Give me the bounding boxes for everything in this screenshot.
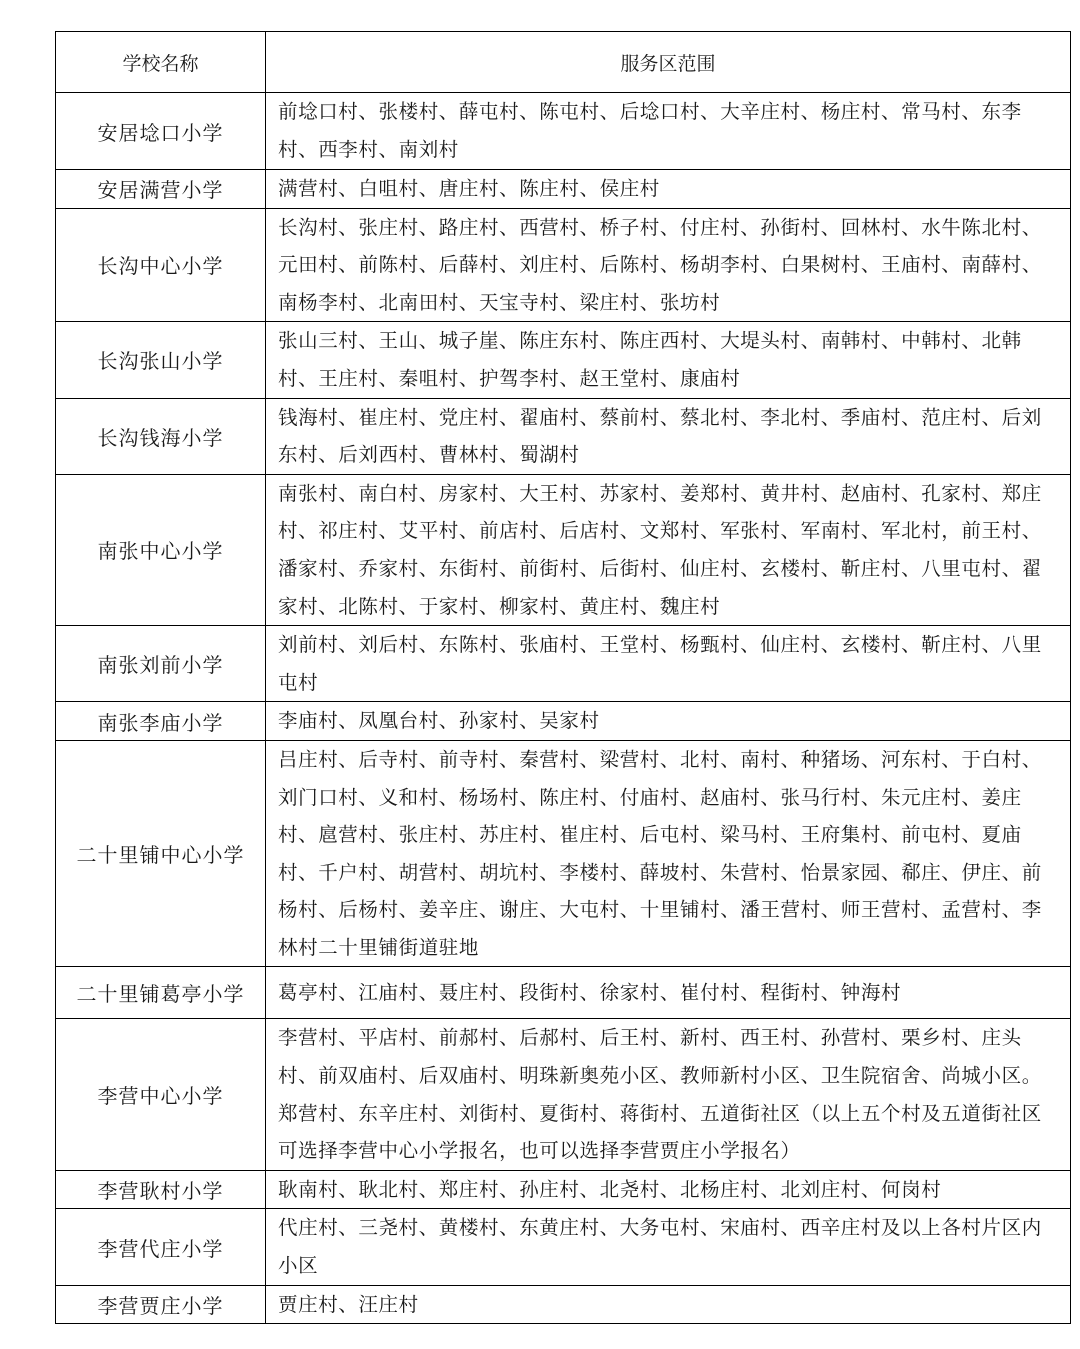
table-row	[56, 967, 1071, 1019]
school-name-cell: 长沟钱海小学	[56, 398, 266, 474]
table-row	[56, 398, 1071, 474]
service-area-cell: 前埝口村、张楼村、薛屯村、陈屯村、后埝口村、大辛庄村、杨庄村、常马村、东李村、西李村、南刘村	[266, 93, 1071, 170]
school-name-cell: 长沟张山小学	[56, 322, 266, 398]
school-name-cell: 南张中心小学	[56, 474, 266, 625]
table-row	[56, 170, 1071, 209]
service-area-cell: 满营村、白咀村、唐庄村、陈庄村、侯庄村	[266, 170, 1071, 209]
table-row	[56, 1170, 1071, 1209]
header-row	[56, 32, 1071, 93]
service-area-cell: 贾庄村、汪庄村	[266, 1285, 1071, 1324]
service-area-cell: 南张村、南白村、房家村、大王村、苏家村、姜郑村、黄井村、赵庙村、孔家村、郑庄村、祁庄村、艾平村、前店村、后店村、文郑村、军张村、军南村、军北村，前王村、潘家村、乔家村、东街村、前街村、后街村、仙庄村、玄楼村、靳庄村、八里屯村、翟家村、北陈村、于家村、柳家村、黄庄村、魏庄村	[266, 474, 1071, 625]
service-area-cell: 刘前村、刘后村、东陈村、张庙村、王堂村、杨甄村、仙庄村、玄楼村、靳庄村、八里屯村	[266, 626, 1071, 702]
school-name-cell: 李营贾庄小学	[56, 1285, 266, 1324]
school-name-cell: 李营耿村小学	[56, 1170, 266, 1209]
school-name-cell: 二十里铺中心小学	[56, 740, 266, 967]
service-area-cell: 葛亭村、江庙村、聂庄村、段街村、徐家村、崔付村、程街村、钟海村	[266, 967, 1071, 1019]
table-row	[56, 474, 1071, 625]
table-row	[56, 1209, 1071, 1285]
school-name-cell: 长沟中心小学	[56, 208, 266, 322]
table-row	[56, 1285, 1071, 1324]
service-area-table-container	[55, 31, 1070, 1324]
header-service-area: 服务区范围	[266, 32, 1071, 93]
table-row	[56, 1019, 1071, 1170]
school-name-cell: 李营中心小学	[56, 1019, 266, 1170]
service-area-cell: 钱海村、崔庄村、党庄村、翟庙村、蔡前村、蔡北村、李北村、季庙村、范庄村、后刘东村、后刘西村、曹林村、蜀湖村	[266, 398, 1071, 474]
service-area-cell: 吕庄村、后寺村、前寺村、秦营村、梁营村、北村、南村、种猪场、河东村、于白村、刘门口村、义和村、杨场村、陈庄村、付庙村、赵庙村、张马行村、朱元庄村、姜庄村、扈营村、张庄村、苏庄村、崔庄村、后屯村、梁马村、王府集村、前屯村、夏庙村、千户村、胡营村、胡坑村、李楼村、薛坡村、朱营村、怡景家园、郗庄、伊庄、前杨村、后杨村、姜辛庄、谢庄、大屯村、十里铺村、潘王营村、师王营村、孟营村、李林村二十里铺街道驻地	[266, 740, 1071, 967]
service-area-cell: 李庙村、凤凰台村、孙家村、吴家村	[266, 702, 1071, 741]
header-school-name: 学校名称	[56, 32, 266, 93]
school-name-cell: 安居满营小学	[56, 170, 266, 209]
table-row	[56, 626, 1071, 702]
service-area-cell: 李营村、平店村、前郝村、后郝村、后王村、新村、西王村、孙营村、栗乡村、庄头村、前双庙村、后双庙村、明珠新奥苑小区、教师新村小区、卫生院宿舍、尚城小区。郑营村、东辛庄村、刘街村、夏街村、蒋街村、五道街社区（以上五个村及五道街社区可选择李营中心小学报名，也可以选择李营贾庄小学报名）	[266, 1019, 1071, 1170]
table-row	[56, 702, 1071, 741]
service-area-cell: 张山三村、王山、城子崖、陈庄东村、陈庄西村、大堤头村、南韩村、中韩村、北韩村、王庄村、秦咀村、护驾李村、赵王堂村、康庙村	[266, 322, 1071, 398]
table-row	[56, 93, 1071, 170]
service-area-cell: 耿南村、耿北村、郑庄村、孙庄村、北尧村、北杨庄村、北刘庄村、何岗村	[266, 1170, 1071, 1209]
table-row	[56, 322, 1071, 398]
service-area-cell: 长沟村、张庄村、路庄村、西营村、桥子村、付庄村、孙街村、回林村、水牛陈北村、元田村、前陈村、后薛村、刘庄村、后陈村、杨胡李村、白果树村、王庙村、南薛村、南杨李村、北南田村、天宝寺村、梁庄村、张坊村	[266, 208, 1071, 322]
school-name-cell: 南张李庙小学	[56, 702, 266, 741]
school-name-cell: 李营代庄小学	[56, 1209, 266, 1285]
school-name-cell: 安居埝口小学	[56, 93, 266, 170]
school-name-cell: 二十里铺葛亭小学	[56, 967, 266, 1019]
table-row	[56, 208, 1071, 322]
service-area-cell: 代庄村、三尧村、黄楼村、东黄庄村、大务屯村、宋庙村、西辛庄村及以上各村片区内小区	[266, 1209, 1071, 1285]
service-area-table	[55, 31, 1071, 1324]
school-name-cell: 南张刘前小学	[56, 626, 266, 702]
table-row	[56, 740, 1071, 967]
